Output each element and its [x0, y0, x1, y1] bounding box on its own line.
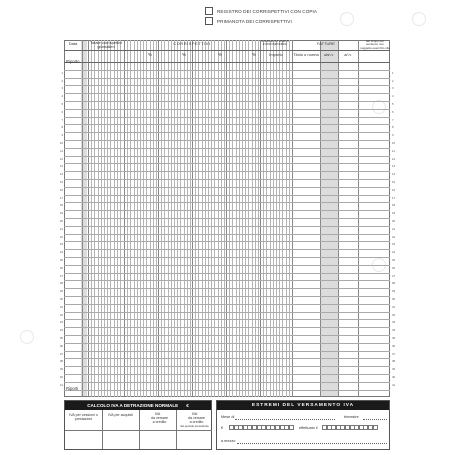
row-number: 30 [59, 297, 63, 301]
mese-field[interactable] [235, 419, 335, 420]
row-rule [64, 187, 390, 188]
row-rule [64, 124, 390, 125]
option-registro[interactable] [205, 7, 317, 15]
row-rule [64, 202, 390, 203]
row-rule [64, 70, 390, 71]
row-number: 9 [392, 133, 394, 138]
row-rule [64, 171, 390, 172]
row-number: 13 [392, 164, 396, 169]
option-primanota-label: PRIMANOTA DEI CORRISPETTIVI [217, 18, 292, 24]
row-number: 35 [392, 336, 396, 340]
row-number: 38 [59, 359, 63, 364]
iva-cessioni-label: IVA per cessioni o prestazioni [69, 413, 98, 421]
row-rule [64, 179, 390, 180]
row-number: 31 [59, 304, 63, 309]
watermark-icon [412, 12, 426, 26]
row-rule [64, 296, 390, 297]
row-number: 41 [392, 382, 396, 387]
row-number: 10 [392, 141, 396, 145]
row-number: 34 [59, 328, 63, 333]
row-number: 21 [392, 226, 396, 231]
row-number: 18 [392, 203, 396, 208]
calcolo-iva-header [65, 401, 211, 410]
row-number: 10 [59, 141, 63, 145]
iva-prec-a-credito-label: a credito [189, 420, 204, 424]
row-rule [64, 93, 390, 94]
row-number: 26 [392, 265, 396, 270]
row-number: 4 [61, 94, 63, 99]
col-header-dal: dal n. [324, 52, 334, 57]
row-rule [64, 132, 390, 133]
checkbox-registro[interactable] [205, 7, 213, 15]
row-number: 15 [59, 180, 63, 184]
row-rule [64, 140, 390, 141]
euro-symbol: € [186, 403, 189, 408]
header-rule [64, 50, 390, 51]
row-number: 22 [59, 234, 63, 239]
row-number: 27 [59, 273, 63, 278]
row-number: 19 [392, 211, 396, 216]
iva-prec-label: IVA [191, 412, 198, 416]
iva-periodo-label: IVA [154, 412, 161, 416]
row-number: 32 [59, 312, 63, 317]
option-registro-label: REGISTRO DEI CORRISPETTIVI CON COPIA [217, 8, 318, 14]
trimestre-field[interactable] [363, 419, 387, 420]
mezzo-field[interactable] [237, 443, 387, 444]
row-rule [64, 148, 390, 149]
row-number: 6 [392, 109, 394, 114]
euro-label: € [221, 426, 224, 430]
row-rule [64, 319, 390, 320]
watermark-icon [340, 12, 354, 26]
row-number: 37 [59, 351, 63, 356]
row-rule [64, 382, 390, 383]
col-header-data: Data [68, 41, 78, 46]
row-number: 32 [392, 312, 396, 317]
effettuato-label: effettuato il [299, 426, 318, 430]
row-number: 22 [392, 234, 396, 239]
row-number: 28 [59, 281, 63, 286]
row-number: 28 [392, 281, 396, 286]
row-number: 40 [59, 375, 63, 379]
row-rule [64, 358, 390, 359]
row-rule [64, 234, 390, 235]
row-number: 33 [392, 320, 396, 325]
col-header-titolo: Titolo o norma [293, 52, 319, 57]
row-number: 5 [392, 102, 394, 106]
row-rule [64, 117, 390, 118]
row-number: 25 [59, 258, 63, 262]
row-number: 3 [61, 86, 63, 91]
col-header-note: del scopo per sentenze non soggetto esercizio vile [360, 39, 390, 50]
row-number: 17 [392, 195, 396, 200]
row-number: 11 [392, 148, 395, 153]
pct-marker: % [148, 52, 153, 57]
pct-marker: % [218, 52, 223, 57]
col-header-corrispettivi: CORRISPETTIVI [173, 41, 211, 46]
calcolo-iva-title: CALCOLO IVA A DETRAZIONE NORMALE [87, 403, 179, 408]
row-number: 39 [392, 367, 396, 372]
row-number: 23 [59, 242, 63, 247]
importo-digit-boxes[interactable] [229, 425, 294, 430]
header-rule [64, 62, 390, 63]
row-number: 37 [392, 351, 396, 356]
iva-a-credito-label: a credito [152, 420, 167, 424]
row-number: 33 [59, 320, 63, 325]
row-number: 23 [392, 242, 396, 247]
row-rule [64, 101, 390, 102]
row-number: 36 [59, 343, 63, 348]
row-number: 31 [392, 304, 396, 309]
row-rule [64, 163, 390, 164]
row-rule [64, 210, 390, 211]
row-number: 3 [392, 86, 394, 91]
row-number: 20 [392, 219, 396, 223]
row-number: 26 [59, 265, 63, 270]
iva-prec-da-versare-label: da versare [188, 416, 205, 420]
row-rule [64, 366, 390, 367]
row-rule [64, 351, 390, 352]
row-number: 6 [61, 109, 63, 114]
row-number: 9 [61, 133, 63, 138]
row-number: 36 [392, 343, 396, 348]
row-number: 21 [59, 226, 63, 231]
versamento-iva-box [216, 400, 390, 450]
data-digit-boxes[interactable] [322, 425, 377, 430]
col-header-al: al n. [344, 52, 352, 57]
mese-label: Mese di [221, 415, 235, 419]
row-number: 2 [61, 78, 63, 83]
riporto-label: Riporto [66, 59, 80, 64]
row-rule [64, 335, 390, 336]
row-number: 11 [60, 148, 63, 153]
mezzo-label: a mezzo [221, 439, 236, 443]
row-number: 1 [61, 70, 63, 75]
row-rule [64, 241, 390, 242]
row-number: 8 [61, 125, 63, 130]
row-rule [64, 156, 390, 157]
row-rule [64, 280, 390, 281]
row-number: 4 [392, 94, 394, 99]
row-number: 16 [392, 187, 396, 192]
row-rule [64, 109, 390, 110]
pct-marker: % [182, 52, 187, 57]
row-rule [64, 327, 390, 328]
iva-da-versare-label: da versare [151, 416, 168, 420]
row-rule [64, 343, 390, 344]
row-number: 24 [59, 250, 63, 255]
row-rule [64, 288, 390, 289]
row-number: 5 [61, 102, 63, 106]
row-rule [64, 195, 390, 196]
pct-marker: % [252, 52, 257, 57]
row-rule [64, 218, 390, 219]
row-number: 7 [61, 117, 63, 122]
row-number: 14 [392, 172, 396, 177]
row-rule [64, 257, 390, 258]
row-number: 30 [392, 297, 396, 301]
trimestre-label: trimestre [344, 415, 359, 419]
row-number: 14 [59, 172, 63, 177]
col-header-fatture: FATTURE [317, 41, 335, 46]
row-number: 2 [392, 78, 394, 83]
row-number: 12 [59, 156, 63, 161]
row-number: 7 [392, 117, 394, 122]
row-rule [64, 304, 390, 305]
col-header-importo: Importo [269, 52, 283, 57]
row-number: 13 [59, 164, 63, 169]
row-rule [64, 249, 390, 250]
iva-prec-periodo-label: del periodo precedente [180, 424, 209, 428]
row-number: 1 [392, 70, 394, 75]
row-number: 12 [392, 156, 396, 161]
footer-divider-line [65, 430, 212, 431]
row-rule [64, 374, 390, 375]
row-number: 25 [392, 258, 396, 262]
row-rule [64, 265, 390, 266]
row-number: 34 [392, 328, 396, 333]
row-number: 27 [392, 273, 396, 278]
row-number: 40 [392, 375, 396, 379]
row-rule [64, 312, 390, 313]
col-header-operazioni: OPERAZIONI ESENTI E NON IMPONIBILI [260, 39, 290, 46]
row-number: 16 [59, 187, 63, 192]
row-number: 18 [59, 203, 63, 208]
row-number: 39 [59, 367, 63, 372]
row-number: 19 [59, 211, 63, 216]
checkbox-primanota[interactable] [205, 17, 213, 25]
row-number: 24 [392, 250, 396, 255]
row-number: 15 [392, 180, 396, 184]
versamento-iva-header: ESTREMI DEL VERSAMENTO IVA [217, 401, 389, 410]
row-number: 29 [392, 289, 396, 294]
riporti-label: Riporti [66, 386, 79, 391]
row-rule [64, 273, 390, 274]
row-number: 17 [59, 195, 63, 200]
calcolo-iva-box [64, 400, 212, 450]
row-number: 29 [59, 289, 63, 294]
row-number: 38 [392, 359, 396, 364]
row-rule [64, 85, 390, 86]
row-number: 41 [59, 382, 63, 387]
watermark-icon [20, 330, 34, 344]
row-rule [64, 390, 390, 391]
row-rule [64, 226, 390, 227]
row-number: 8 [392, 125, 394, 130]
row-number: 35 [59, 336, 63, 340]
col-header-totale: Totale corrispettivi giornalieri [90, 40, 123, 50]
option-primanota[interactable] [205, 17, 292, 25]
iva-acquisti-label: IVA per acquisti [108, 413, 133, 417]
row-rule [64, 78, 390, 79]
row-number: 20 [59, 219, 63, 223]
